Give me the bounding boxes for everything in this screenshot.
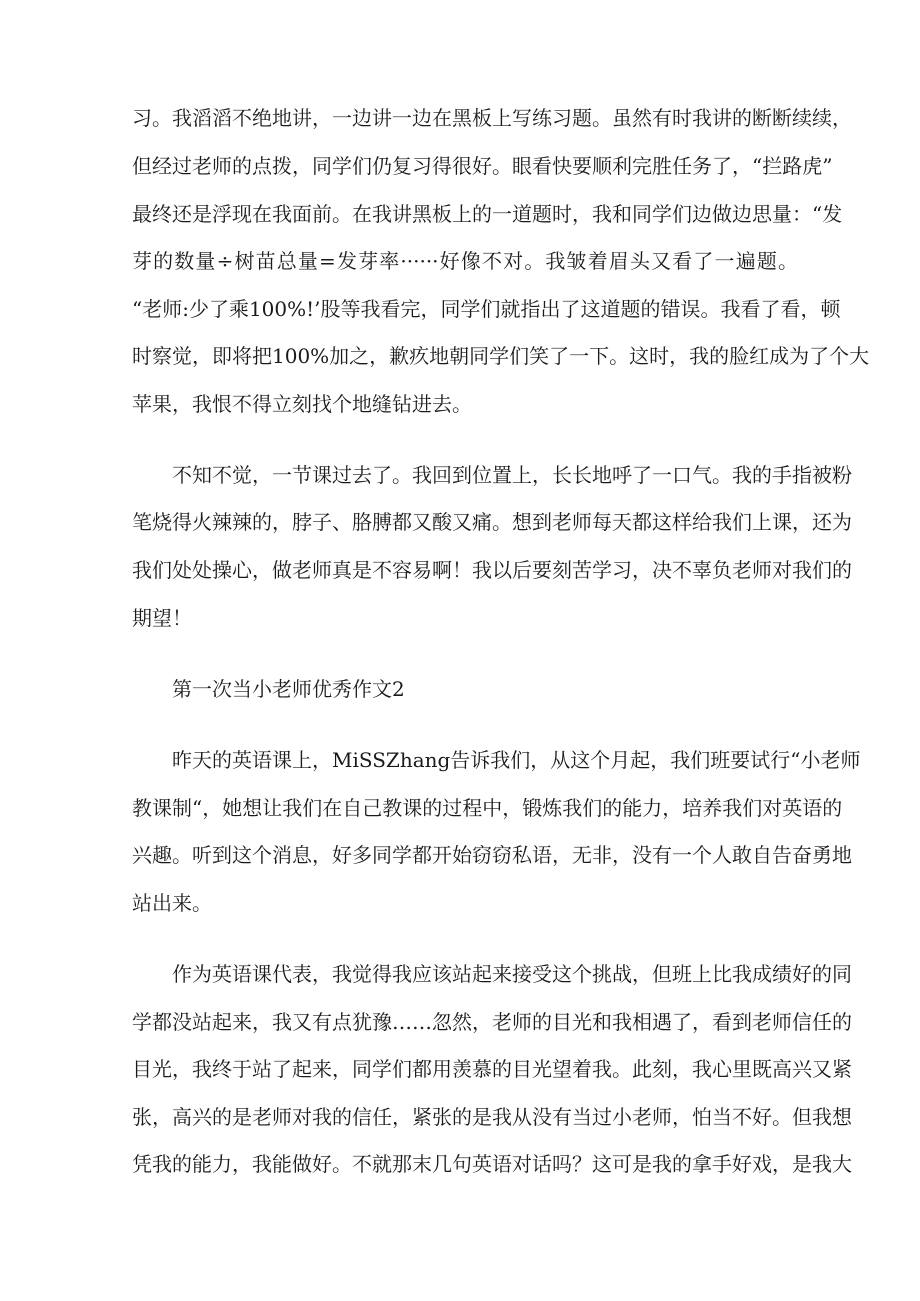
text-line: “老师:少了乘100%!’股等我看完，同学们就指出了这道题的错误。我看了看，顿	[132, 297, 841, 321]
text-line: 但经过老师的点拨，同学们仍复习得很好。眼看快要顺利完胜任务了，“拦路虎”	[132, 154, 833, 178]
text-line: 凭我的能力，我能做好。不就那末几句英语对话吗？这可是我的拿手好戏，是我大	[132, 1152, 852, 1176]
text-line: 笔烧得火辣辣的，脖子、胳膊都又酸又痛。想到老师每天都这样给我们上课，还为	[132, 510, 852, 534]
text-line: 期望！	[132, 606, 192, 630]
text-line: 时察觉，即将把100%加之，歉疚地朝同学们笑了一下。这时，我的脸红成为了个大	[132, 344, 870, 368]
text-line: 学都没站起来，我又有点犹豫……忽然，老师的目光和我相遇了，看到老师信任的	[132, 1010, 852, 1034]
text-line: 张，高兴的是老师对我的信任，紧张的是我从没有当过小老师，怕当不好。但我想	[132, 1105, 852, 1129]
section-heading: 第一次当小老师优秀作文2	[172, 677, 405, 701]
text-line: 最终还是浮现在我面前。在我讲黑板上的一道题时，我和同学们边做边思量：“发	[132, 202, 843, 226]
paragraph-first-line: 昨天的英语课上，MiSSZhang告诉我们，从这个月起，我们班要试行“小老师	[172, 748, 861, 772]
text-line: 我们处处操心，做老师真是不容易啊！我以后要刻苦学习，决不辜负老师对我们的	[132, 558, 852, 582]
text-line: 兴趣。听到这个消息，好多同学都开始窃窃私语，无非，没有一个人敢自告奋勇地	[132, 843, 852, 867]
text-line: 站出来。	[132, 891, 212, 915]
paragraph-first-line: 不知不觉，一节课过去了。我回到位置上，长长地呼了一口气。我的手指被粉	[172, 463, 852, 487]
text-line: 苹果，我恨不得立刻找个地缝钻进去。	[132, 392, 472, 416]
text-line: 教课制“，她想让我们在自己教课的过程中，锻炼我们的能力，培养我们对英语的	[132, 796, 843, 820]
text-line: 芽的数量÷树苗总量=发芽率······好像不对。我皱着眉头又看了一遍题。	[132, 249, 798, 273]
text-line: 习。我滔滔不绝地讲，一边讲一边在黑板上写练习题。虽然有时我讲的断断续续，	[132, 106, 852, 130]
text-line: 目光，我终于站了起来，同学们都用羡慕的目光望着我。此刻，我心里既高兴又紧	[132, 1057, 852, 1081]
paragraph-first-line: 作为英语课代表，我觉得我应该站起来接受这个挑战，但班上比我成绩好的同	[172, 962, 852, 986]
